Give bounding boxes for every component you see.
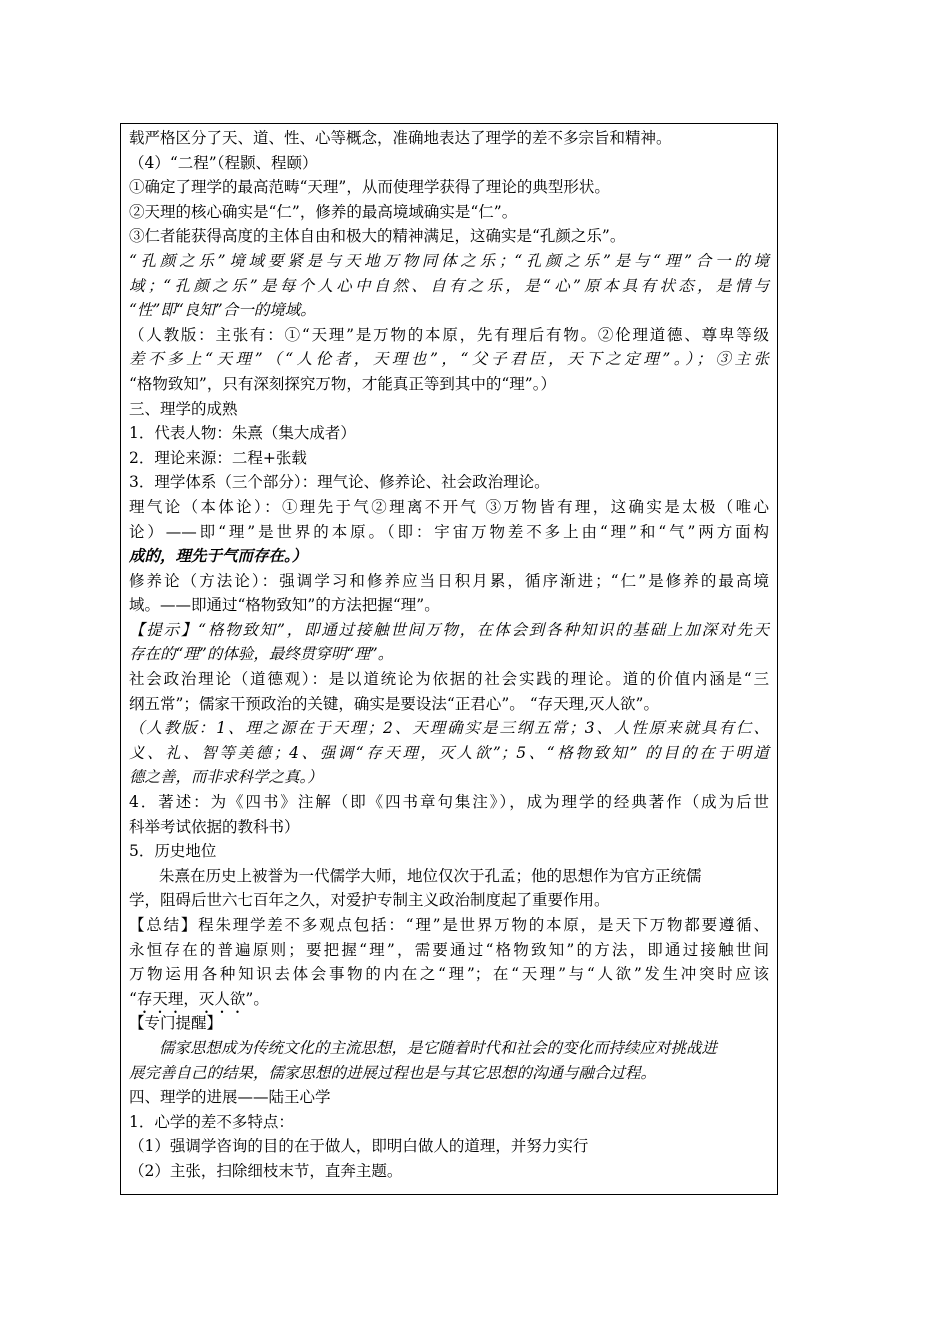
text-line: 义、礼、智等美德；4、强调“存天理，灭人欲”；5、“格物致知” 的目的在于明道: [129, 743, 769, 762]
liqi-theory: 理气论（本体论）：①理先于气②理离不开气 ③万物皆有理，这确实是太极（唯心: [129, 497, 769, 516]
text-line: 存在的“理”的体验，最终贯穿明“理”。: [129, 645, 394, 664]
text-line: 载严格区分了天、道、性、心等概念，准确地表达了理学的差不多宗旨和精神。: [129, 129, 672, 147]
text-line: 差不多上“天理”（“人伦者，天理也”，“父子君臣，天下之定理”。）；③主张: [129, 350, 769, 369]
special-reminder-heading: 【专门提醒】: [129, 1014, 223, 1033]
text-line: 朱熹在历史上被誉为一代儒学大师，地位仅次于孔孟；他的思想作为官方正统儒: [159, 866, 702, 885]
text-line: 成的，理先于气而存在。）: [129, 546, 308, 566]
renjiao-note: （人教版：主张有：①“天理”是万物的本原，先有理后有物。②伦理道德、尊卑等级: [129, 325, 769, 344]
text-line: 4．著述：为《四书》注解（即《四书章句集注》），成为理学的经典著作（成为后世: [129, 793, 769, 812]
text-line: 域。——即通过“格物致知”的方法把握“理”。: [129, 596, 440, 615]
text-line: 纲五常”；儒家干预政治的关键，确实是要设法“正君心”。 “存天理,灭人欲”。: [129, 694, 659, 713]
text-line: 学，阻碍后世六七百年之久，对爱护专制主义政治制度起了重要作用。: [129, 891, 610, 910]
hint-paragraph: 【提示】“格物致知”，即通过接触世间万物，在体会到各种知识的基础上加深对先天: [129, 620, 769, 639]
document-body: [129, 126, 769, 1184]
text-line: 3．理学体系（三个部分）：理气论、修养论、社会政治理论。: [129, 473, 550, 492]
text-line: “孔颜之乐”境域要紧是与天地万物同体之乐；“孔颜之乐”是与“理”合一的境: [129, 251, 769, 270]
text-line: （1）强调学咨询的目的在于做人，即明白做人的道理，并努力实行: [129, 1137, 589, 1156]
text-line: 1．代表人物：朱熹（集大成者）: [129, 424, 356, 443]
text-line: “格物致知”，只有深刻探究万物，才能真正等到其中的“理”。）: [129, 374, 556, 393]
text-line: 永恒存在的普遍原则；要把握“理”，需要通过“格物致知”的方法，即通过接触世间: [129, 940, 769, 959]
social-political-theory: 社会政治理论（道德观）：是以道统论为依据的社会实践的理论。道的价值内涵是“三: [129, 670, 769, 689]
text-line: “性”即“良知”合一的境域。: [129, 301, 316, 320]
xiuyang-theory: 修养论（方法论）：强调学习和修养应当日积月累，循序渐进；“仁”是修养的最高境: [129, 571, 769, 590]
section-heading-history: 5．历史地位: [129, 842, 217, 861]
text-line: 科举考试依据的教科书）: [129, 817, 300, 836]
renjiao-note: （人教版：1、理之源在于天理；2、天理确实是三纲五常；3、人性原来就具有仁、: [129, 719, 769, 738]
text-line: “存天理，灭人欲”。: [129, 989, 269, 1008]
text-line: 万物运用各种知识去体会事物的内在之“理”；在“天理”与“人欲”发生冲突时应该: [129, 965, 770, 984]
text-line: 儒家思想成为传统文化的主流思想，是它随着时代和社会的变化而持续应对挑战进: [159, 1038, 718, 1057]
text-line: ①确定了理学的最高范畴“天理”，从而使理学获得了理论的典型形状。: [129, 178, 610, 197]
section-heading-maturity: 三、理学的成熟: [129, 399, 238, 418]
section-heading-lu-wang: 四、理学的进展——陆王心学: [129, 1088, 331, 1107]
text-line: 1．心学的差不多特点：: [129, 1112, 294, 1131]
text-line: 展完善自己的结果，儒家思想的进展过程也是与其它思想的沟通与融合过程。: [129, 1063, 657, 1082]
summary-paragraph: 【总结】程朱理学差不多观点包括：“理”是世界万物的本原，是天下万物都要遵循、: [129, 916, 769, 934]
section-heading-er-cheng: （4）“二程”（程颢、程颐）: [129, 153, 318, 172]
text-line: 域；“孔颜之乐”是每个人心中自然、自有之乐，是“心”原本具有状态，是情与: [129, 276, 769, 295]
text-line: （2）主张，扫除细枝末节，直奔主题。: [129, 1161, 403, 1180]
text-line: ③仁者能获得高度的主体自由和极大的精神满足，这确实是“孔颜之乐”。: [129, 227, 626, 246]
text-line: ②天理的核心确实是“仁”，修养的最高境域确实是“仁”。: [129, 202, 518, 221]
text-line: 德之善，而非求科学之真。）: [129, 768, 323, 787]
text-line: 论）——即“理”是世界的本原。（即：宇宙万物差不多上由“理”和“气”两方面构: [129, 522, 769, 541]
text-line: 2．理论来源：二程+张载: [129, 448, 307, 467]
